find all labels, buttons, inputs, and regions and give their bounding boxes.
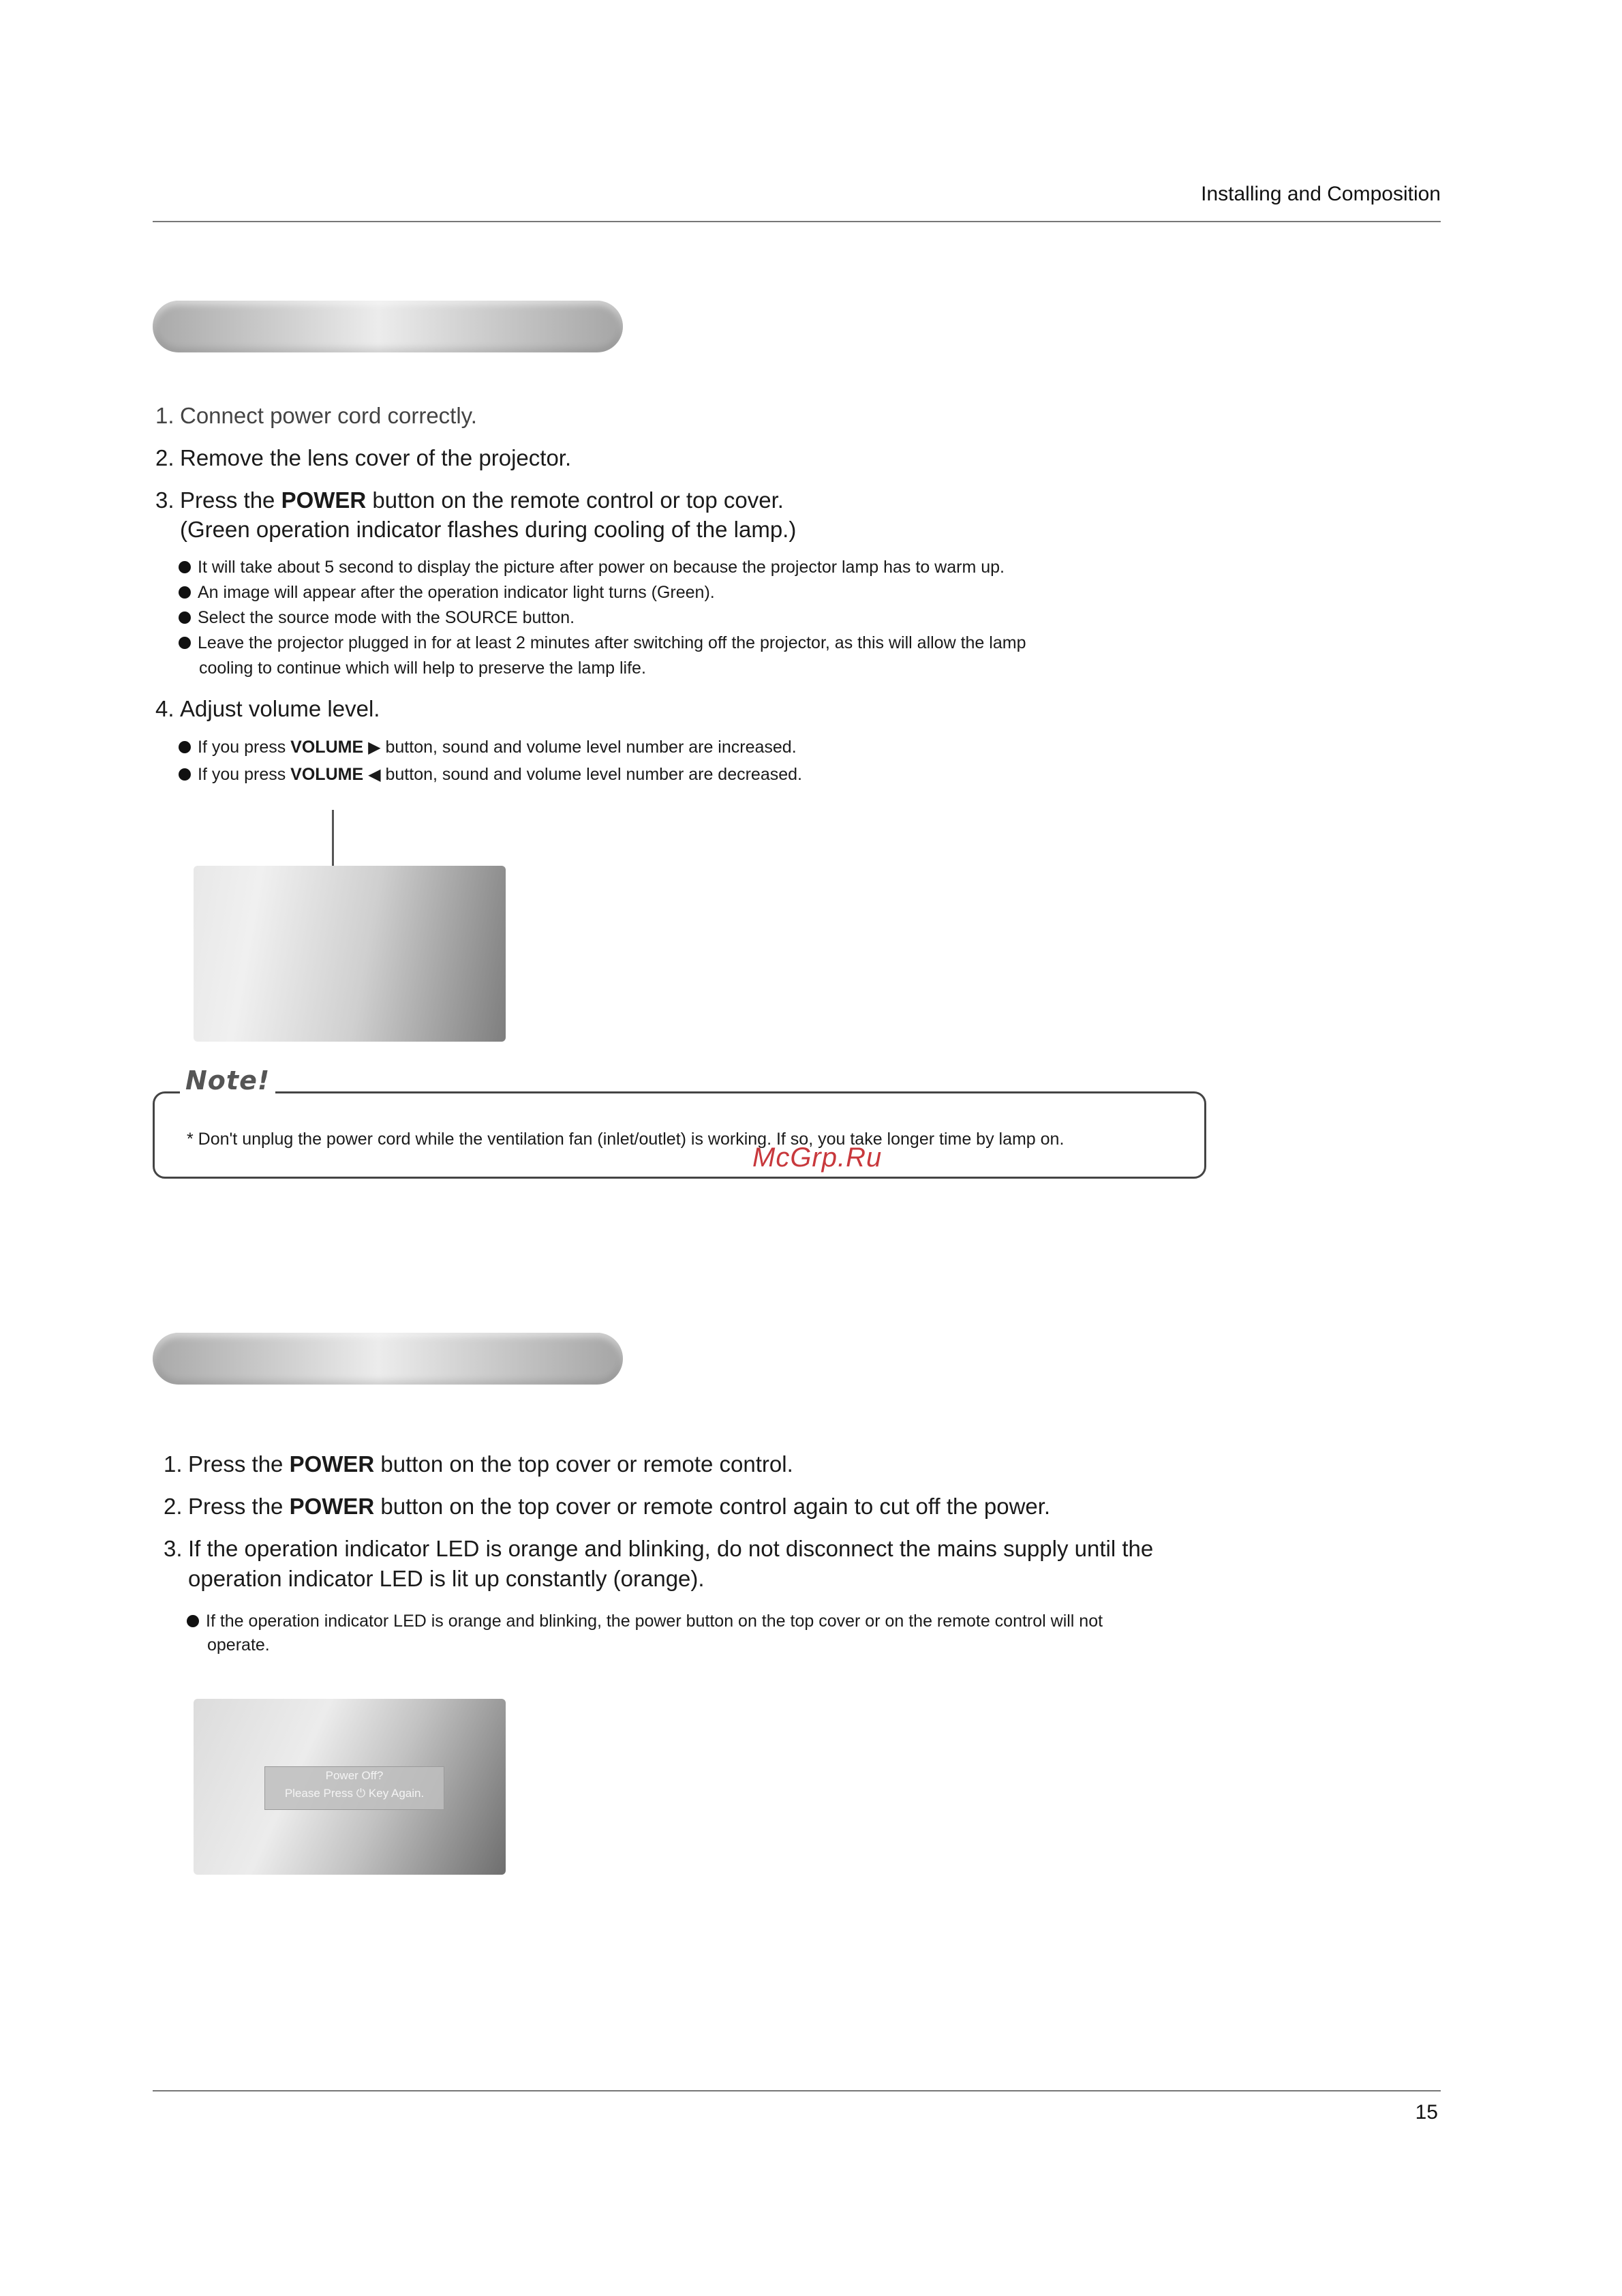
step-1-power-off: 1. Press the POWER button on the top cover or remote control. [164, 1451, 793, 1477]
left-arrow-icon: ◀ [368, 766, 381, 784]
bullet-volume-down: If you press VOLUME ◀ button, sound and volume level number are decreased. [179, 762, 802, 787]
watermark: McGrp.Ru [752, 1143, 883, 1173]
bullet-icon [187, 1615, 199, 1627]
bullet-lamp-cooling: Leave the projector plugged in for at least 2 minutes after switching off the projector, as this will allow the lamp [179, 631, 1026, 656]
bullet-icon [179, 586, 191, 599]
bullet-icon [179, 561, 191, 573]
step-3-power-on-cont: (Green operation indicator flashes during cooling of the lamp.) [180, 517, 797, 542]
osd-line-2: Please Press ⏻ Key Again. [284, 1787, 425, 1800]
bullet-volume-up: If you press VOLUME ▶ button, sound and volume level number are increased. [179, 735, 797, 760]
note-label: Note! [180, 1066, 275, 1096]
callout-line [332, 810, 334, 866]
right-arrow-icon: ▶ [368, 738, 381, 757]
section-heading-pill-power-off [153, 1333, 623, 1385]
power-icon: ⏻ [356, 1787, 366, 1800]
header-rule [153, 221, 1441, 222]
note-text: * Don't unplug the power cord while the ventilation fan (inlet/outlet) is working. If so, you take longer time by lamp on. [187, 1130, 1065, 1149]
bullet-image-appear: An image will appear after the operation indicator light turns (Green). [179, 580, 715, 605]
osd-line-1: Power Off? [325, 1769, 384, 1782]
power-off-osd [264, 1766, 444, 1810]
step-2-power-on: 2. Remove the lens cover of the projector. [155, 445, 572, 470]
section-heading-pill-power-on [153, 301, 623, 352]
bullet-icon [179, 768, 191, 781]
page-number: 15 [1415, 2101, 1438, 2124]
volume-screen-illustration [194, 866, 506, 1042]
step-2-power-off: 2. Press the POWER button on the top cover or remote control again to cut off the power. [164, 1494, 1051, 1519]
step-4-power-on: 4. Adjust volume level. [155, 696, 380, 721]
footer-rule [153, 2090, 1441, 2091]
step-3-power-off-cont: operation indicator LED is lit up constantly (orange). [188, 1566, 705, 1591]
step-3-power-off: 3. If the operation indicator LED is orange and blinking, do not disconnect the mains supply until the [164, 1536, 1154, 1561]
step-1-power-on: 1. Connect power cord correctly. [155, 403, 477, 428]
step-3-power-on: 3. Press the POWER button on the remote control or top cover. [155, 487, 784, 513]
bullet-warmup: It will take about 5 second to display the picture after power on because the projector lamp has to warm up. [179, 555, 1005, 580]
bullet-lamp-cooling-cont: cooling to continue which will help to preserve the lamp life. [199, 659, 646, 678]
bullet-source-mode: Select the source mode with the SOURCE button. [179, 605, 575, 631]
bullet-led-blinking-cont: operate. [207, 1635, 270, 1655]
bullet-icon [179, 637, 191, 649]
bullet-icon [179, 611, 191, 624]
bullet-led-blinking: If the operation indicator LED is orange and blinking, the power button on the top cover or on the remote control will not [187, 1609, 1103, 1634]
header-section-title: Installing and Composition [1201, 183, 1441, 205]
bullet-icon [179, 741, 191, 753]
